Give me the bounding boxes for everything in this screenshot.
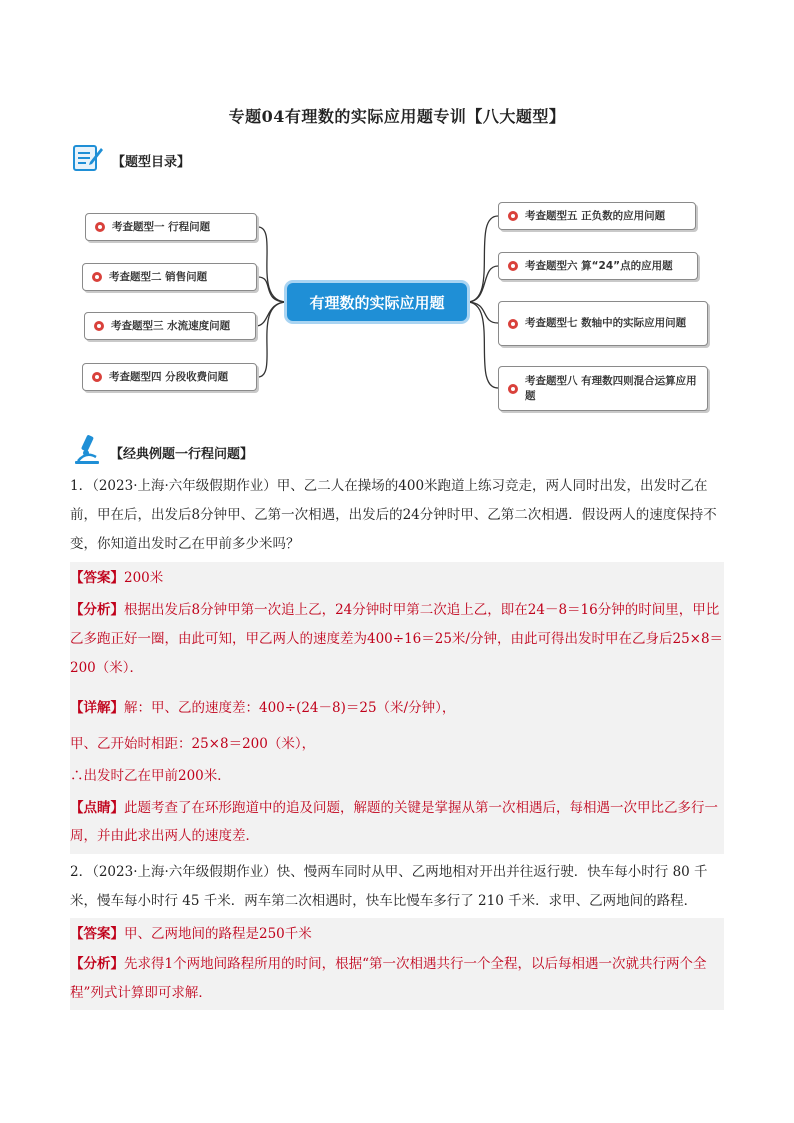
q1-detail: 【详解】解：甲、乙的速度差：400÷(24－8)＝25（米/分钟）， [70, 700, 456, 716]
q1-detail-line-2: 甲、乙开始时相距：25×8＝200（米）， [70, 736, 316, 752]
q2-answer: 【答案】甲、乙两地间的路程是250千米 [70, 926, 312, 942]
mindmap-node-7: 考查题型七 数轴中的实际应用问题 [498, 301, 708, 346]
page-title: 专题04有理数的实际应用题专训【八大题型】 [228, 107, 566, 126]
q1-analysis: 【分析】根据出发后8分钟甲第一次追上乙，24分钟时甲第二次追上乙，即在24－8＝16分钟的时间里，甲比乙多跑正好一圈，由此可知，甲乙两人的速度差为400÷16＝25米/分钟，由此可得出发时甲在乙身后25×8＝200（米）． [70, 602, 724, 676]
flag-bullet-icon [508, 211, 518, 221]
flag-bullet-icon [94, 321, 104, 331]
question-1: 1．（2023·上海·六年级假期作业）甲、乙二人在操场的400米跑道上练习竞走，两人同时出发，出发时乙在前，甲在后，出发后8分钟甲、乙第一次相遇，出发后的24分钟时甲、乙第二次相遇．假设两人的速度保持不变，你知道出发时乙在甲前多少米吗？ [70, 478, 717, 552]
flag-bullet-icon [92, 272, 102, 282]
q1-answer: 【答案】200米 [70, 570, 164, 586]
microscope-icon [72, 433, 102, 465]
mindmap-node-6: 考查题型六 算“24”点的应用题 [498, 252, 698, 280]
flag-bullet-icon [508, 384, 518, 394]
toc-label: 【题型目录】 [112, 154, 191, 170]
mindmap-node-2: 考查题型二 销售问题 [82, 263, 257, 291]
edit-note-icon [72, 142, 104, 172]
q1-solution-panel [70, 562, 724, 854]
flag-bullet-icon [508, 261, 518, 271]
q2-analysis: 【分析】先求得1个两地间路程所用的时间，根据“第一次相遇共行一个全程，以后每相遇一次就共行两个全程”列式计算即可求解． [70, 956, 707, 1001]
mindmap-node-8: 考查题型八 有理数四则混合运算应用题 [498, 366, 708, 411]
mindmap-node-3: 考查题型三 水流速度问题 [84, 312, 256, 340]
q1-comment: 【点睛】此题考查了在环形跑道中的追及问题，解题的关键是掌握从第一次相遇后，每相遇一次甲比乙多行一周，并由此求出两人的速度差． [70, 800, 718, 844]
mindmap-node-1: 考查题型一 行程问题 [85, 213, 257, 241]
example-heading [72, 434, 253, 464]
question-2: 2．（2023·上海·六年级假期作业）快、慢两车同时从甲、乙两地相对开出并往返行驶．快车每小时行 80 千米，慢车每小时行 45 千米．两车第二次相遇时，快车比慢车多行了 210 千米．求甲、乙两地间的路程． [70, 864, 708, 909]
flag-bullet-icon [95, 222, 105, 232]
q1-detail-line-3: ∴出发时乙在甲前200米． [70, 768, 231, 784]
flag-bullet-icon [92, 372, 102, 382]
flag-bullet-icon [508, 319, 518, 329]
toc-heading [72, 142, 190, 172]
example-label: 【经典例题一行程问题】 [110, 446, 254, 462]
mindmap-node-5: 考查题型五 正负数的应用问题 [498, 202, 696, 230]
q2-solution-panel [70, 918, 724, 1010]
mindmap-center: 有理数的实际应用题 [287, 283, 467, 321]
mindmap-node-4: 考查题型四 分段收费问题 [82, 363, 257, 391]
